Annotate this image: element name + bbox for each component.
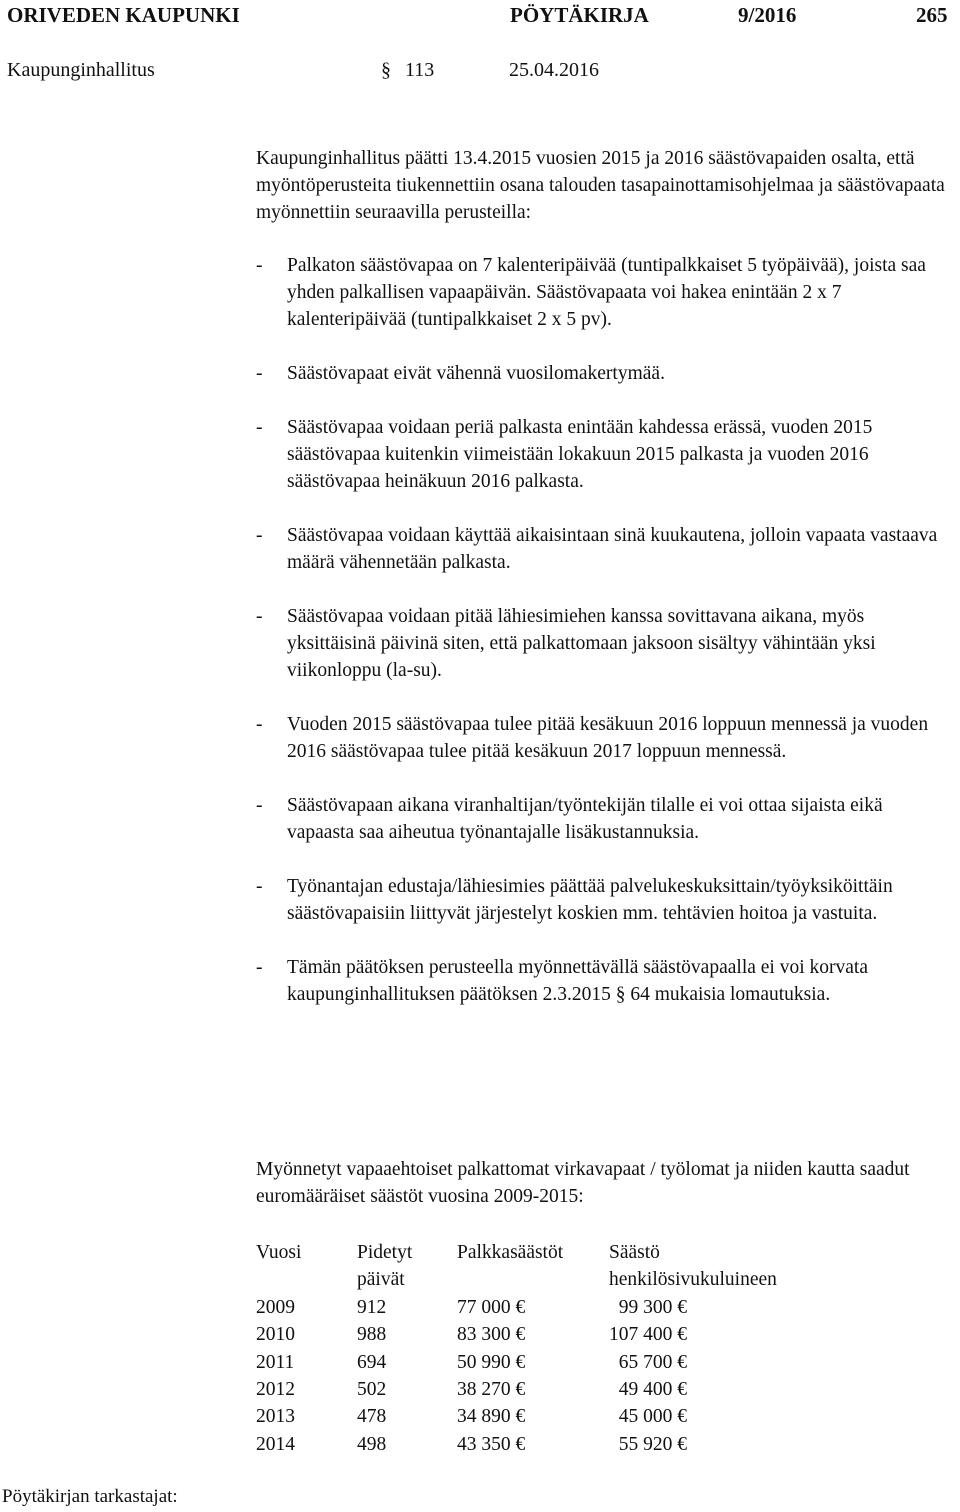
cell-year: 2009 — [256, 1296, 295, 1318]
cell-salary-savings: 77 000 € — [457, 1296, 526, 1318]
list-item-text: Säästövapaa voidaan pitää lähiesimiehen kanssa sovittavana aikana, myös yksittäisinä päivinä siten, että palkattomaan jaksoon sisältyy vähintään yksi viikonloppu (la-su). — [287, 606, 876, 681]
list-item-text: Säästövapaa voidaan periä palkasta enintään kahdessa erässä, vuoden 2015 säästövapaa kuitenkin viimeistään lokakuun 2015 palkasta ja vuoden 2016 säästövapaa heinäkuun 2016 palkasta. — [287, 417, 873, 492]
governing-body: Kaupunginhallitus — [7, 59, 155, 81]
list-item-text: Säästövapaat eivät vähennä vuosilomakertymää. — [287, 363, 665, 384]
cell-salary-savings: 43 350 € — [457, 1433, 526, 1455]
list-dash: - — [256, 795, 263, 816]
list-item — [256, 414, 952, 495]
cell-salary-savings: 83 300 € — [457, 1324, 526, 1346]
list-item-text: Säästövapaan aikana viranhaltijan/työntekijän tilalle ei voi ottaa sijaista eikä vapaasta saa aiheutua työnantajalle lisäkustannuksia. — [287, 795, 883, 843]
section-number: 113 — [405, 59, 435, 81]
list-item — [256, 711, 952, 765]
cell-total-savings: 55 920 € — [609, 1433, 687, 1455]
cell-days: 694 — [357, 1351, 387, 1373]
table-header-row — [256, 1239, 777, 1294]
list-dash: - — [256, 714, 263, 735]
cell-year: 2010 — [256, 1324, 295, 1346]
cell-salary-savings: 50 990 € — [457, 1351, 526, 1373]
list-item-text: Työnantajan edustaja/lähiesimies päättää palvelukeskuksittain/työyksiköittäin säästövapaisiin liittyvät järjestelyt koskien mm. tehtävien hoitoa ja vastuita. — [287, 876, 893, 924]
column-header-days: Pidetyt päivät — [357, 1242, 413, 1291]
minutes-reviewers-label: Pöytäkirjan tarkastajat: — [2, 1486, 178, 1507]
table-row — [256, 1294, 777, 1321]
cell-year: 2012 — [256, 1379, 295, 1401]
list-item-text: Palkaton säästövapaa on 7 kalenteripäivää (tuntipalkkaiset 5 työpäivää), joista saa yhden palkallisen vapaapäivän. Säästövapaata voi hakea enintään 2 x 7 kalenteripäivää (tuntipalkkaiset 2 x 5 pv). — [287, 255, 926, 330]
column-header-salary-savings: Palkkasäästöt — [457, 1242, 564, 1263]
list-dash: - — [256, 417, 263, 438]
list-dash: - — [256, 363, 263, 384]
cell-total-savings: 45 000 € — [609, 1406, 687, 1428]
organization-name: ORIVEDEN KAUPUNKI — [7, 3, 240, 27]
cell-days: 912 — [357, 1296, 387, 1318]
document-header — [7, 0, 953, 32]
cell-total-savings: 65 700 € — [609, 1351, 687, 1373]
intro-paragraph: Kaupunginhallitus päätti 13.4.2015 vuosien 2015 ja 2016 säästövapaiden osalta, että myöntöperusteita tiukennettiin osana talouden tasapainottamisohjelmaa ja säästövapaata myönnettiin seuraavilla perusteilla: — [256, 148, 945, 223]
savings-summary-paragraph: Myönnetyt vapaaehtoiset palkattomat virkavapaat / työlomat ja niiden kautta saadut euromääräiset säästöt vuosina 2009-2015: — [256, 1159, 910, 1207]
issue-number: 9/2016 — [738, 3, 797, 27]
table-row — [256, 1403, 777, 1430]
cell-total-savings: 107 400 € — [609, 1324, 687, 1346]
table-row — [256, 1349, 777, 1376]
list-dash: - — [256, 255, 263, 276]
column-header-year: Vuosi — [256, 1242, 302, 1263]
cell-total-savings: 49 400 € — [609, 1379, 687, 1401]
meeting-subheader — [7, 57, 953, 85]
table-row — [256, 1431, 777, 1458]
table-row — [256, 1376, 777, 1403]
list-item — [256, 873, 952, 927]
cell-salary-savings: 38 270 € — [457, 1379, 526, 1401]
list-item — [256, 603, 952, 684]
cell-days: 478 — [357, 1406, 387, 1428]
cell-salary-savings: 34 890 € — [457, 1406, 526, 1428]
list-item-text: Tämän päätöksen perusteella myönnettävällä säästövapaalla ei voi korvata kaupunginhallituksen päätöksen 2.3.2015 § 64 mukaisia lomautuksia. — [287, 957, 868, 1005]
cell-year: 2011 — [256, 1351, 295, 1373]
criteria-list — [256, 252, 952, 1008]
cell-year: 2013 — [256, 1406, 295, 1428]
list-item — [256, 252, 952, 333]
section-sign: § — [381, 59, 391, 81]
document-type: PÖYTÄKIRJA — [510, 3, 649, 27]
table-row — [256, 1321, 777, 1348]
cell-days: 502 — [357, 1379, 387, 1401]
list-dash: - — [256, 876, 263, 897]
decision-content — [256, 145, 952, 1035]
column-header-total-savings: Säästö henkilösivukuluineen — [609, 1242, 777, 1291]
cell-year: 2014 — [256, 1433, 295, 1455]
list-item-text: Säästövapaa voidaan käyttää aikaisintaan sinä kuukautena, jolloin vapaata vastaava määrä vähennetään palkasta. — [287, 525, 938, 573]
list-item — [256, 954, 952, 1008]
savings-table — [256, 1239, 777, 1458]
cell-days: 988 — [357, 1324, 387, 1346]
meeting-date: 25.04.2016 — [509, 59, 599, 81]
list-item — [256, 360, 952, 387]
cell-days: 498 — [357, 1433, 387, 1455]
list-dash: - — [256, 606, 263, 627]
list-item-text: Vuoden 2015 säästövapaa tulee pitää kesäkuun 2016 loppuun mennessä ja vuoden 2016 säästövapaa tulee pitää kesäkuun 2017 loppuun mennessä. — [287, 714, 929, 762]
list-item — [256, 522, 952, 576]
cell-total-savings: 99 300 € — [609, 1296, 687, 1318]
list-item — [256, 792, 952, 846]
page-number: 265 — [916, 3, 948, 27]
list-dash: - — [256, 957, 263, 978]
list-dash: - — [256, 525, 263, 546]
